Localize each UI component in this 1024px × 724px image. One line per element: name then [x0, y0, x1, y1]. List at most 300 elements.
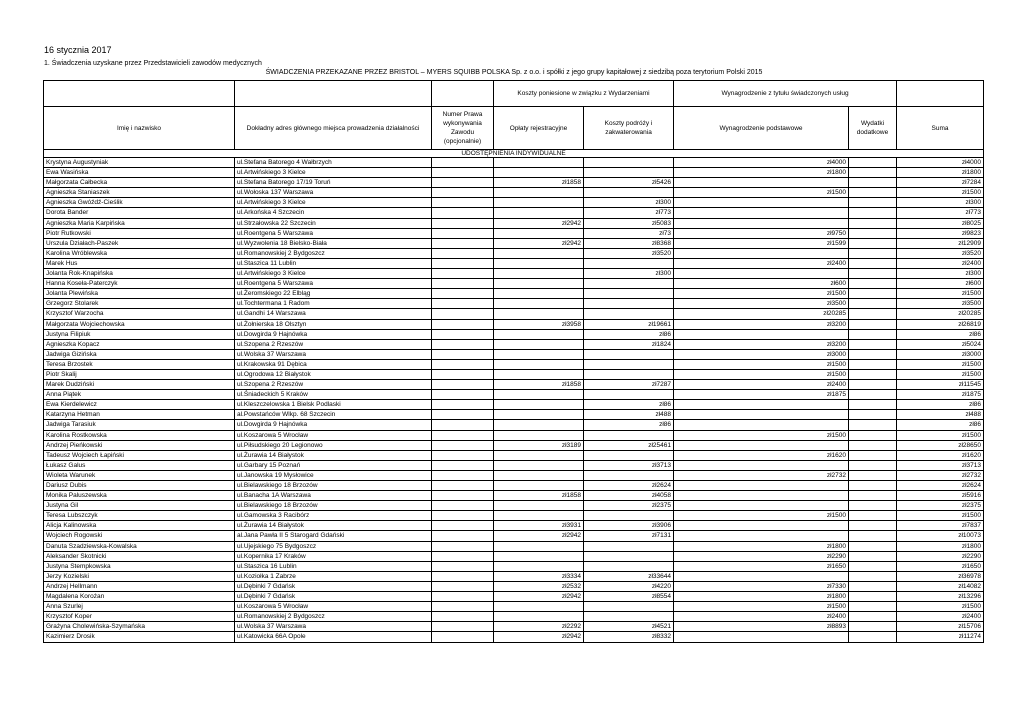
cell-registration [494, 339, 584, 349]
cell-extra [849, 269, 897, 279]
cell-extra [849, 369, 897, 379]
cell-sum: zł300 [897, 269, 984, 279]
cell-name: Piotr Rutkowski [44, 228, 235, 238]
cell-name: Magdalena Korożan [44, 592, 235, 602]
table-row [44, 491, 984, 501]
cell-address: ul.Kopernika 17 Kraków [235, 551, 432, 561]
cell-travel [584, 369, 674, 379]
cell-travel: zł7287 [584, 380, 674, 390]
cell-registration [494, 612, 584, 622]
cell-extra [849, 188, 897, 198]
cell-sum: zł3713 [897, 460, 984, 470]
cell-extra [849, 258, 897, 268]
cell-extra [849, 228, 897, 238]
cell-registration: zł2532 [494, 581, 584, 591]
cell-sum: zł2375 [897, 501, 984, 511]
table-row [44, 632, 984, 642]
column-header-base-fee: Wynagrodzenie podstawowe [674, 107, 849, 150]
cell-travel: zł2375 [584, 501, 674, 511]
cell-name: Karolina Wróblewska [44, 248, 235, 258]
column-header-extra: Wydatki dodatkowe [849, 107, 897, 150]
cell-registration [494, 188, 584, 198]
cell-registration [494, 551, 584, 561]
cell-travel [584, 470, 674, 480]
table-row [44, 390, 984, 400]
cell-address: ul.Staszica 16 Lublin [235, 561, 432, 571]
cell-travel: zł300 [584, 198, 674, 208]
cell-travel [584, 279, 674, 289]
cell-sum: zł1500 [897, 359, 984, 369]
cell-base-fee [674, 178, 849, 188]
cell-base-fee [674, 329, 849, 339]
cell-sum: zł8025 [897, 218, 984, 228]
table-row [44, 602, 984, 612]
table-row [44, 501, 984, 511]
cell-address: ul.Szopena 2 Rzeszów [235, 380, 432, 390]
cell-travel: zł8554 [584, 592, 674, 602]
cell-sum: zł488 [897, 410, 984, 420]
cell-license [432, 380, 494, 390]
report-subtitle: 1. Świadczenia uzyskane przez Przedstawicieli zawodów medycznych [44, 60, 262, 67]
cell-sum: zł5024 [897, 339, 984, 349]
cell-base-fee [674, 481, 849, 491]
cell-address: ul.Wyzwolenia 18 Bielsko-Biała [235, 238, 432, 248]
cell-sum: zł2400 [897, 258, 984, 268]
cell-base-fee: zł9750 [674, 228, 849, 238]
cell-license [432, 622, 494, 632]
cell-base-fee [674, 460, 849, 470]
cell-name: Jolanta Plewińska [44, 289, 235, 299]
table-row [44, 218, 984, 228]
cell-registration: zł2942 [494, 238, 584, 248]
cell-sum: zł86 [897, 400, 984, 410]
cell-name: Dariusz Dubis [44, 481, 235, 491]
table-row [44, 238, 984, 248]
cell-registration [494, 289, 584, 299]
table-row [44, 400, 984, 410]
cell-extra [849, 501, 897, 511]
cell-address: ul.Banacha 1A Warszawa [235, 491, 432, 501]
cell-registration [494, 208, 584, 218]
cell-base-fee: zł2400 [674, 380, 849, 390]
table-row [44, 420, 984, 430]
column-header-registration: Opłaty rejestracyjne [494, 107, 584, 150]
cell-name: Marek Hus [44, 258, 235, 268]
cell-license [432, 450, 494, 460]
cell-address: ul.Romanowskiej 2 Bydgoszcz [235, 248, 432, 258]
cell-name: Anna Piątek [44, 390, 235, 400]
cell-travel: zł5426 [584, 178, 674, 188]
cell-extra [849, 400, 897, 410]
cell-extra [849, 460, 897, 470]
cell-registration: zł1858 [494, 491, 584, 501]
cell-license [432, 248, 494, 258]
cell-name: Ewa Wasińska [44, 168, 235, 178]
cell-extra [849, 158, 897, 168]
cell-base-fee: zł2732 [674, 470, 849, 480]
cell-sum: zł2400 [897, 612, 984, 622]
cell-address: ul.Żeromskiego 22 Elbląg [235, 289, 432, 299]
table-row [44, 319, 984, 329]
table-row [44, 460, 984, 470]
cell-license [432, 329, 494, 339]
table-row [44, 531, 984, 541]
cell-license [432, 198, 494, 208]
table-row [44, 329, 984, 339]
cell-registration [494, 511, 584, 521]
cell-sum: zł2624 [897, 481, 984, 491]
cell-travel [584, 359, 674, 369]
cell-travel: zł4521 [584, 622, 674, 632]
cell-base-fee: zł1875 [674, 390, 849, 400]
cell-name: Katarzyna Hetman [44, 410, 235, 420]
cell-travel [584, 309, 674, 319]
column-header-license: Numer Prawa wykonywania Zawodu (opcjonalnie) [432, 107, 494, 150]
cell-base-fee: zł3500 [674, 299, 849, 309]
cell-base-fee [674, 632, 849, 642]
cell-license [432, 470, 494, 480]
cell-extra [849, 561, 897, 571]
cell-extra [849, 309, 897, 319]
cell-address: ul.Stefana Batorego 4 Wałbrzych [235, 158, 432, 168]
cell-license [432, 208, 494, 218]
cell-name: Agnieszka Kopacz [44, 339, 235, 349]
cell-base-fee: zł1599 [674, 238, 849, 248]
cell-base-fee [674, 269, 849, 279]
cell-base-fee [674, 420, 849, 430]
cell-travel [584, 349, 674, 359]
cell-license [432, 289, 494, 299]
table-row [44, 612, 984, 622]
cell-sum: zł36978 [897, 571, 984, 581]
cell-name: Jolanta Rok-Knapińska [44, 269, 235, 279]
cell-extra [849, 521, 897, 531]
table-row [44, 571, 984, 581]
cell-name: Dorota Bander [44, 208, 235, 218]
cell-registration: zł3334 [494, 571, 584, 581]
cell-license [432, 440, 494, 450]
cell-travel [584, 158, 674, 168]
cell-travel: zł5083 [584, 218, 674, 228]
cell-address: ul.Krakowska 91 Dębica [235, 359, 432, 369]
cell-extra [849, 380, 897, 390]
cell-license [432, 279, 494, 289]
cell-license [432, 521, 494, 531]
header-empty-name [44, 81, 235, 107]
cell-registration [494, 168, 584, 178]
cell-name: Wioleta Warunek [44, 470, 235, 480]
cell-extra [849, 632, 897, 642]
cell-registration [494, 198, 584, 208]
cell-sum: zł5916 [897, 491, 984, 501]
cell-sum: zł20285 [897, 309, 984, 319]
cell-address: ul.Dowgirda 9 Hajnówka [235, 420, 432, 430]
cell-address: ul.Koszarowa 5 Wrocław [235, 430, 432, 440]
cell-registration [494, 410, 584, 420]
table-row [44, 450, 984, 460]
cell-license [432, 158, 494, 168]
cell-extra [849, 470, 897, 480]
table-row [44, 592, 984, 602]
cell-address: ul.Koszarowa 5 Wrocław [235, 602, 432, 612]
cell-extra [849, 410, 897, 420]
cell-travel: zł19661 [584, 319, 674, 329]
table-row [44, 551, 984, 561]
cell-name: Hanna Koseła-Paterczyk [44, 279, 235, 289]
cell-address: ul.Roentgena 5 Warszawa [235, 228, 432, 238]
cell-sum: zł1800 [897, 168, 984, 178]
table-row [44, 440, 984, 450]
cell-address: ul.Piłsudskiego 20 Legionowo [235, 440, 432, 450]
cell-sum: zł1500 [897, 430, 984, 440]
cell-name: Teresa Brzostek [44, 359, 235, 369]
cell-address: ul.Wolska 37 Warszawa [235, 622, 432, 632]
cell-travel [584, 430, 674, 440]
cell-registration [494, 561, 584, 571]
cell-registration: zł2942 [494, 218, 584, 228]
cell-name: Piotr Skalij [44, 369, 235, 379]
cell-base-fee: zł1500 [674, 430, 849, 440]
cell-sum: zł3500 [897, 299, 984, 309]
cell-sum: zł1800 [897, 541, 984, 551]
cell-license [432, 491, 494, 501]
cell-travel [584, 612, 674, 622]
table-row [44, 279, 984, 289]
cell-travel: zł3713 [584, 460, 674, 470]
cell-address: ul.Gamowska 3 Racibórz [235, 511, 432, 521]
cell-extra [849, 319, 897, 329]
cell-registration [494, 248, 584, 258]
cell-license [432, 359, 494, 369]
cell-address: ul.Żurawia 14 Białystok [235, 521, 432, 531]
cell-name: Danuta Szadziewska-Kowalska [44, 541, 235, 551]
cell-sum: zł7837 [897, 521, 984, 531]
cell-name: Jadwiga Tarasiuk [44, 420, 235, 430]
cell-name: Krzysztof Koper [44, 612, 235, 622]
cell-extra [849, 420, 897, 430]
cell-extra [849, 551, 897, 561]
cell-extra [849, 218, 897, 228]
cell-travel [584, 390, 674, 400]
cell-license [432, 188, 494, 198]
cell-address: ul.Śniadeckich 5 Kraków [235, 390, 432, 400]
table-row [44, 349, 984, 359]
cell-extra [849, 430, 897, 440]
table-row [44, 541, 984, 551]
cell-license [432, 460, 494, 470]
header-empty-address [235, 81, 432, 107]
cell-extra [849, 622, 897, 632]
cell-travel [584, 602, 674, 612]
cell-extra [849, 440, 897, 450]
header-group-costs: Koszty poniesione w związku z Wydarzeniami [494, 81, 674, 107]
table-row [44, 581, 984, 591]
cell-address: al.Jana Pawła II 5 Starogard Gdański [235, 531, 432, 541]
cell-address: ul.Staszica 11 Lublin [235, 258, 432, 268]
cell-travel: zł4220 [584, 581, 674, 591]
cell-license [432, 349, 494, 359]
cell-base-fee: zł7330 [674, 581, 849, 591]
cell-sum: zł13296 [897, 592, 984, 602]
cell-base-fee [674, 198, 849, 208]
cell-registration [494, 228, 584, 238]
cell-extra [849, 339, 897, 349]
cell-travel [584, 299, 674, 309]
cell-license [432, 319, 494, 329]
cell-name: Grażyna Cholewińska-Szymańska [44, 622, 235, 632]
cell-travel: zł4058 [584, 491, 674, 501]
cell-license [432, 400, 494, 410]
cell-travel: zł2624 [584, 481, 674, 491]
cell-address: ul.Wolska 37 Warszawa [235, 349, 432, 359]
cell-extra [849, 289, 897, 299]
cell-address: ul.Szopena 2 Rzeszów [235, 339, 432, 349]
cell-travel: zł8368 [584, 238, 674, 248]
cell-sum: zł26819 [897, 319, 984, 329]
cell-address: ul.Bielawskiego 18 Brzozów [235, 481, 432, 491]
cell-sum: zł1650 [897, 561, 984, 571]
cell-base-fee: zł3200 [674, 339, 849, 349]
header-empty-license [432, 81, 494, 107]
cell-travel: zł488 [584, 410, 674, 420]
cell-base-fee: zł20285 [674, 309, 849, 319]
table-row [44, 561, 984, 571]
table-row [44, 359, 984, 369]
cell-name: Urszula Działach-Paszek [44, 238, 235, 248]
cell-extra [849, 541, 897, 551]
cell-base-fee: zł1620 [674, 450, 849, 460]
cell-travel [584, 188, 674, 198]
cell-license [432, 541, 494, 551]
cell-extra [849, 279, 897, 289]
header-group-fees: Wynagrodzenie z tytułu świadczonych usług [674, 81, 897, 107]
table-row [44, 410, 984, 420]
cell-travel: zł3520 [584, 248, 674, 258]
table-row [44, 481, 984, 491]
cell-name: Krzysztof Warzocha [44, 309, 235, 319]
cell-sum: zł9823 [897, 228, 984, 238]
table-row [44, 511, 984, 521]
cell-extra [849, 248, 897, 258]
cell-license [432, 561, 494, 571]
cell-base-fee: zł4000 [674, 158, 849, 168]
cell-sum: zł3000 [897, 349, 984, 359]
cell-sum: zł11545 [897, 380, 984, 390]
cell-registration [494, 420, 584, 430]
cell-license [432, 390, 494, 400]
cell-name: Agnieszka Gwóźdź-Cieślik [44, 198, 235, 208]
cell-sum: zł2732 [897, 470, 984, 480]
table-row [44, 269, 984, 279]
table-row [44, 198, 984, 208]
cell-name: Ewa Kierdelewicz [44, 400, 235, 410]
cell-name: Justyna Filipiuk [44, 329, 235, 339]
cell-license [432, 339, 494, 349]
cell-license [432, 309, 494, 319]
cell-address: ul.Kleszczelowska 1 Bielsk Podlaski [235, 400, 432, 410]
cell-license [432, 269, 494, 279]
cell-extra [849, 349, 897, 359]
cell-address: ul.Ogrodowa 12 Białystok [235, 369, 432, 379]
cell-address: ul.Artwińskiego 3 Kielce [235, 269, 432, 279]
cell-name: Agnieszka Staniaszek [44, 188, 235, 198]
cell-registration [494, 400, 584, 410]
cell-base-fee: zł1500 [674, 359, 849, 369]
cell-license [432, 531, 494, 541]
cell-registration [494, 541, 584, 551]
header-empty-sum [897, 81, 984, 107]
cell-extra [849, 581, 897, 591]
cell-travel: zł25461 [584, 440, 674, 450]
cell-travel: zł3906 [584, 521, 674, 531]
cell-name: Justyna Stempkowska [44, 561, 235, 571]
cell-sum: zł12909 [897, 238, 984, 248]
cell-address: ul.Artwińskiego 3 Kielce [235, 168, 432, 178]
cell-registration [494, 359, 584, 369]
cell-sum: zł10073 [897, 531, 984, 541]
cell-name: Karolina Rostkowska [44, 430, 235, 440]
cell-sum: zł7284 [897, 178, 984, 188]
cell-base-fee [674, 531, 849, 541]
cell-extra [849, 208, 897, 218]
cell-license [432, 602, 494, 612]
cell-license [432, 228, 494, 238]
cell-registration: zł2942 [494, 592, 584, 602]
cell-registration [494, 430, 584, 440]
cell-sum: zł1500 [897, 602, 984, 612]
cell-address: ul.Janowska 19 Mysłowice [235, 470, 432, 480]
cell-travel: zł86 [584, 400, 674, 410]
cell-name: Teresa Lubszczyk [44, 511, 235, 521]
table-row [44, 228, 984, 238]
cell-travel [584, 511, 674, 521]
cell-registration [494, 460, 584, 470]
cell-name: Agnieszka Maria Karpińska [44, 218, 235, 228]
cell-registration [494, 450, 584, 460]
cell-travel: zł1824 [584, 339, 674, 349]
cell-license [432, 168, 494, 178]
cell-license [432, 511, 494, 521]
cell-sum: zł1500 [897, 188, 984, 198]
cell-travel [584, 541, 674, 551]
cell-registration [494, 390, 584, 400]
cell-base-fee: zł8893 [674, 622, 849, 632]
cell-base-fee [674, 218, 849, 228]
table-row [44, 289, 984, 299]
cell-base-fee [674, 440, 849, 450]
cell-address: ul.Roentgena 5 Warszawa [235, 279, 432, 289]
cell-extra [849, 491, 897, 501]
cell-registration [494, 369, 584, 379]
cell-extra [849, 481, 897, 491]
cell-address: ul.Żurawia 14 Białystok [235, 450, 432, 460]
cell-license [432, 369, 494, 379]
cell-base-fee: zł1500 [674, 602, 849, 612]
cell-registration [494, 158, 584, 168]
cell-travel: zł86 [584, 420, 674, 430]
disclosure-table [43, 80, 984, 643]
cell-sum: zł28650 [897, 440, 984, 450]
cell-license [432, 592, 494, 602]
table-row [44, 208, 984, 218]
cell-registration [494, 279, 584, 289]
cell-registration [494, 329, 584, 339]
cell-extra [849, 531, 897, 541]
cell-extra [849, 178, 897, 188]
cell-name: Małgorzata Całbecka [44, 178, 235, 188]
table-row [44, 309, 984, 319]
cell-base-fee: zł1800 [674, 592, 849, 602]
